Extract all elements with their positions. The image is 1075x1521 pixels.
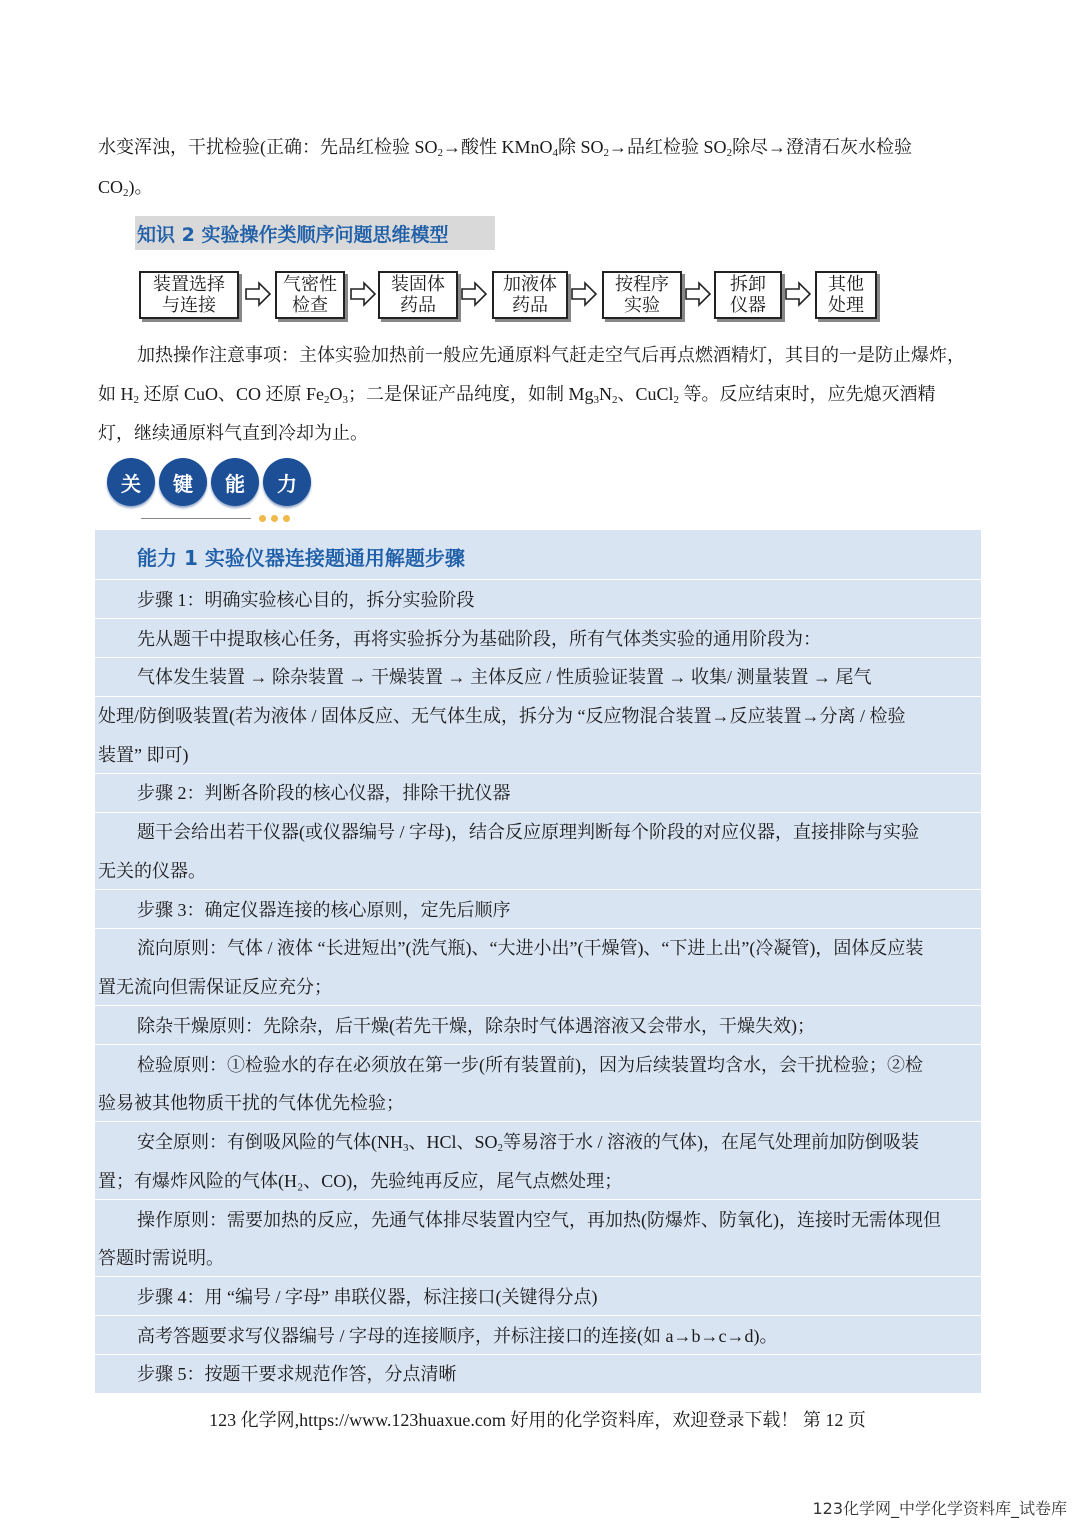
text-line: 答题时需说明。 [98,1248,224,1268]
section-heading-knowledge-2: 知识 2 实验操作类顺序问题思维模型 [135,216,495,250]
divider [141,518,251,519]
divider [95,812,981,813]
text-line: 灯，继续通原料气直到冷却为止。 [98,423,368,443]
divider [95,696,981,697]
text-line: 无关的仪器。 [98,861,206,881]
badge: 关 [107,458,155,506]
text-line: 检验原则：①检验水的存在必须放在第一步(所有装置前)，因为后续装置均含水，会干扰检验；②检 [137,1055,923,1075]
text-line: 高考答题要求写仪器编号 / 字母的连接顺序，并标注接口的连接(如 a→b→c→d)。 [137,1326,778,1346]
divider [95,1354,981,1355]
divider [95,618,981,619]
flow-step: 其他 处理 [815,271,877,319]
badge: 键 [159,458,207,506]
divider [95,889,981,890]
ability-title: 能力 1 实验仪器连接题通用解题步骤 [137,546,465,570]
text-line: 除杂干燥原则：先除杂，后干燥(若先干燥，除杂时气体遇溶液又会带水，干燥失效)； [137,1016,815,1036]
divider [95,1044,981,1045]
divider [95,928,981,929]
watermark: 123化学网_中学化学资料库_试卷库 [812,1499,1067,1518]
flow-step: 装置选择 与连接 [139,271,239,319]
text-line: 如 $H_2$ 还原 CuO、CO 还原 $Fe_2O_3$；二是保证产品纯度，如制 $Mg_3N_2$、CuCl$_2$ 等。反应结束时，应先熄灭酒精 [98,384,936,406]
arrow-right-icon [461,281,487,307]
text-line: $CO_2$)。 [98,177,153,199]
step-heading: 步骤 1：明确实验核心目的，拆分实验阶段 [137,590,475,610]
divider [95,1121,981,1122]
text-line: 气体发生装置 → 除杂装置 → 干燥装置 → 主体反应 / 性质验证装置 → 收集/ 测量装置 → 尾气 [137,667,872,687]
step-heading: 步骤 3：确定仪器连接的核心原则，定先后顺序 [137,900,511,920]
divider [95,773,981,774]
divider [95,1199,981,1200]
arrow-right-icon [245,281,271,307]
text-line: 流向原则：气体 / 液体 “长进短出”(洗气瓶)、“大进小出”(干燥管)、“下进上出”(冷凝管)，固体反应装 [137,938,924,958]
arrow-right-icon [350,281,376,307]
text-line: 安全原则：有倒吸风险的气体($NH_3$、HCl、$SO_2$等易溶于水 / 溶液的气体)，在尾气处理前加防倒吸装 [137,1132,920,1154]
arrow-right-icon [785,281,811,307]
decorative-dots [259,515,290,522]
step-heading: 步骤 5：按题干要求规范作答，分点清晰 [137,1364,457,1384]
step-heading: 步骤 2：判断各阶段的核心仪器，排除干扰仪器 [137,783,511,803]
text-line: 置；有爆炸风险的气体(H₂、CO)，先验纯再反应，尾气点燃处理； [98,1171,623,1191]
flow-step: 按程序 实验 [602,271,682,319]
text-line: 题干会给出若干仪器(或仪器编号 / 字母)，结合反应原理判断每个阶段的对应仪器，直接排除与实验 [137,822,919,842]
text-line: 验易被其他物质干扰的气体优先检验； [98,1093,404,1113]
divider [95,1315,981,1316]
badge: 能 [211,458,259,506]
page-footer: 123 化学网,https://www.123huaxue.com 好用的化学资料库，欢迎登录下载！ 第 12 页 [209,1410,866,1430]
text-line: 先从题干中提取核心任务，再将实验拆分为基础阶段，所有气体类实验的通用阶段为： [137,629,821,649]
arrow-right-icon [685,281,711,307]
flow-step: 装固体 药品 [378,271,458,319]
divider [95,1276,981,1277]
divider [95,579,981,580]
text-line: 水变浑浊，干扰检验(正确：先品红检验 $SO_2\to$酸性 KMnO$_4$除 $SO_2\to$品红检验 $SO_2$除尽→澄清石灰水检验 [98,137,913,159]
divider [95,1005,981,1006]
text-line: 操作原则：需要加热的反应，先通气体排尽装置内空气，再加热(防爆炸、防氧化)，连接时无需体现但 [137,1210,941,1230]
text-line: 加热操作注意事项：主体实验加热前一般应先通原料气赶走空气后再点燃酒精灯，其目的一是防止爆炸， [137,345,965,365]
arrow-right-icon [571,281,597,307]
badge: 力 [263,458,311,506]
text-line: 装置” 即可) [98,745,189,765]
flow-step: 拆卸 仪器 [714,271,782,319]
text-line: 置无流向但需保证反应充分； [98,977,332,997]
divider [95,657,981,658]
text-line: 处理/防倒吸装置(若为液体 / 固体反应、无气体生成，拆分为 “反应物混合装置→反应装置→分离 / 检验 [98,706,906,726]
key-ability-badges [107,458,317,528]
flow-step: 加液体 药品 [492,271,568,319]
flow-step: 气密性 检查 [275,271,345,319]
procedure-flow-diagram [139,267,879,323]
step-heading: 步骤 4：用 “编号 / 字母” 串联仪器，标注接口(关键得分点) [137,1287,598,1307]
